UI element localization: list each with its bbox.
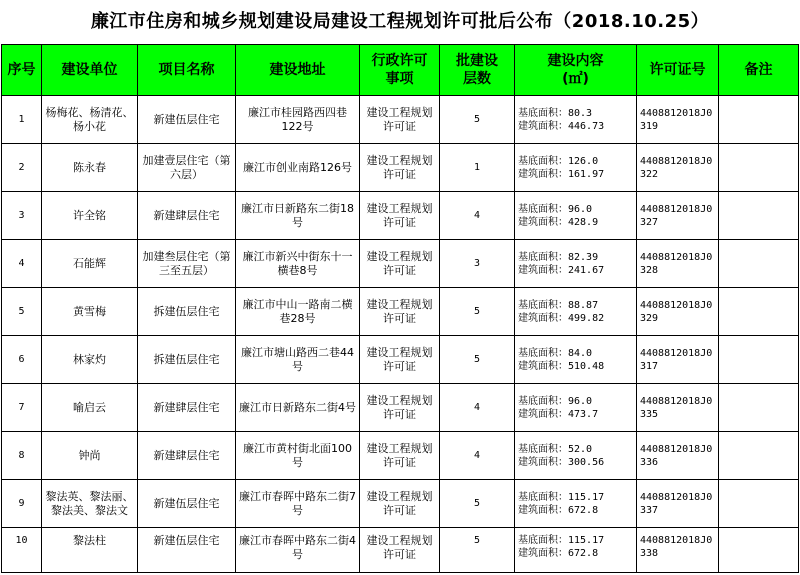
cell-content xyxy=(515,192,637,240)
cell-remark xyxy=(719,528,799,573)
cell-content xyxy=(515,480,637,528)
cell-remark xyxy=(719,144,799,192)
table-row xyxy=(2,480,799,528)
cell-address: 廉江市创业南路126号 xyxy=(236,144,360,192)
cell-content xyxy=(515,96,637,144)
table-row xyxy=(2,336,799,384)
cell-unit: 黄雪梅 xyxy=(42,288,138,336)
cell-admin: 建设工程规划许可证 xyxy=(360,336,440,384)
cell-admin: 建设工程规划许可证 xyxy=(360,432,440,480)
table-body xyxy=(2,96,799,573)
cell-remark xyxy=(719,480,799,528)
cell-address: 廉江市黄村街北面100号 xyxy=(236,432,360,480)
cell-seq: 5 xyxy=(2,288,42,336)
cell-base-area: 基底面积：96.0 xyxy=(518,395,593,407)
cell-content xyxy=(515,432,637,480)
table-header xyxy=(2,45,799,96)
table-row xyxy=(2,528,799,573)
header-content-line2: (㎡) xyxy=(562,71,589,87)
cell-floors: 5 xyxy=(440,96,515,144)
cell-base-area: 基底面积：96.0 xyxy=(518,203,593,215)
cell-build-area: 建筑面积：499.82 xyxy=(518,312,605,324)
header-floors-line2: 层数 xyxy=(463,71,491,87)
page-title: 廉江市住房和城乡规划建设局建设工程规划许可批后公布（2018.10.25） xyxy=(90,11,710,32)
cell-permit: 4408812018J0337 xyxy=(637,480,719,528)
table-row xyxy=(2,384,799,432)
cell-admin: 建设工程规划许可证 xyxy=(360,240,440,288)
cell-build-area: 建筑面积：672.8 xyxy=(518,504,599,516)
header-unit: 建设单位 xyxy=(42,45,138,96)
cell-permit: 4408812018J0338 xyxy=(637,528,719,573)
cell-content xyxy=(515,336,637,384)
cell-seq: 9 xyxy=(2,480,42,528)
cell-unit: 石能辉 xyxy=(42,240,138,288)
cell-unit: 喻启云 xyxy=(42,384,138,432)
cell-base-area: 基底面积：84.0 xyxy=(518,347,593,359)
cell-admin: 建设工程规划许可证 xyxy=(360,384,440,432)
cell-build-area: 建筑面积：510.48 xyxy=(518,360,605,372)
cell-project: 拆建伍层住宅 xyxy=(138,288,236,336)
cell-remark xyxy=(719,240,799,288)
cell-seq: 7 xyxy=(2,384,42,432)
cell-admin: 建设工程规划许可证 xyxy=(360,288,440,336)
cell-floors: 1 xyxy=(440,144,515,192)
cell-project: 新建肆层住宅 xyxy=(138,432,236,480)
cell-content xyxy=(515,384,637,432)
cell-base-area: 基底面积：115.17 xyxy=(518,535,605,546)
cell-floors: 5 xyxy=(440,480,515,528)
header-content xyxy=(515,45,637,96)
table-row xyxy=(2,288,799,336)
cell-remark xyxy=(719,96,799,144)
cell-project: 新建伍层住宅 xyxy=(138,96,236,144)
cell-base-area: 基底面积：52.0 xyxy=(518,443,593,455)
cell-floors: 5 xyxy=(440,336,515,384)
cell-build-area: 建筑面积：241.67 xyxy=(518,264,605,276)
table-row xyxy=(2,144,799,192)
cell-seq: 4 xyxy=(2,240,42,288)
cell-build-area: 建筑面积：672.8 xyxy=(518,548,599,559)
cell-unit: 许全铭 xyxy=(42,192,138,240)
cell-floors: 5 xyxy=(440,528,515,573)
cell-permit: 4408812018J0336 xyxy=(637,432,719,480)
cell-remark xyxy=(719,288,799,336)
table-row xyxy=(2,432,799,480)
cell-unit: 杨梅花、杨清花、杨小花 xyxy=(42,96,138,144)
cell-build-area: 建筑面积：446.73 xyxy=(518,120,605,132)
cell-content xyxy=(515,240,637,288)
cell-seq: 8 xyxy=(2,432,42,480)
cell-admin: 建设工程规划许可证 xyxy=(360,144,440,192)
cell-permit: 4408812018J0328 xyxy=(637,240,719,288)
cell-content xyxy=(515,288,637,336)
permit-table xyxy=(1,44,799,573)
cell-project: 新建肆层住宅 xyxy=(138,384,236,432)
cell-base-area: 基底面积：115.17 xyxy=(518,491,605,503)
cell-admin: 建设工程规划许可证 xyxy=(360,96,440,144)
cell-permit: 4408812018J0335 xyxy=(637,384,719,432)
cell-floors: 4 xyxy=(440,384,515,432)
cell-address: 廉江市塘山路西二巷44号 xyxy=(236,336,360,384)
cell-permit: 4408812018J0322 xyxy=(637,144,719,192)
cell-seq: 10 xyxy=(2,528,42,573)
cell-seq: 6 xyxy=(2,336,42,384)
cell-admin: 建设工程规划许可证 xyxy=(360,480,440,528)
cell-floors: 4 xyxy=(440,432,515,480)
header-floors-line1: 批建设 xyxy=(456,53,498,69)
cell-floors: 5 xyxy=(440,288,515,336)
cell-project: 新建肆层住宅 xyxy=(138,192,236,240)
cell-seq: 2 xyxy=(2,144,42,192)
cell-permit: 4408812018J0327 xyxy=(637,192,719,240)
cell-unit: 林家灼 xyxy=(42,336,138,384)
cell-seq: 1 xyxy=(2,96,42,144)
cell-remark xyxy=(719,432,799,480)
header-project: 项目名称 xyxy=(138,45,236,96)
cell-address: 廉江市日新路东二街18号 xyxy=(236,192,360,240)
table-row xyxy=(2,96,799,144)
cell-unit: 黎法柱 xyxy=(42,528,138,573)
cell-address: 廉江市新兴中街东十一横巷8号 xyxy=(236,240,360,288)
cell-address: 廉江市日新路东二街4号 xyxy=(236,384,360,432)
header-permit: 许可证号 xyxy=(637,45,719,96)
cell-project: 拆建伍层住宅 xyxy=(138,336,236,384)
cell-floors: 3 xyxy=(440,240,515,288)
cell-content xyxy=(515,144,637,192)
cell-unit: 黎法英、黎法丽、黎法美、黎法文 xyxy=(42,480,138,528)
cell-project: 加建壹层住宅（第六层） xyxy=(138,144,236,192)
cell-unit: 钟尚 xyxy=(42,432,138,480)
cell-build-area: 建筑面积：473.7 xyxy=(518,408,599,420)
cell-admin: 建设工程规划许可证 xyxy=(360,528,440,573)
cell-seq: 3 xyxy=(2,192,42,240)
cell-address: 廉江市中山一路南二横巷28号 xyxy=(236,288,360,336)
header-floors xyxy=(440,45,515,96)
cell-floors: 4 xyxy=(440,192,515,240)
cell-remark xyxy=(719,384,799,432)
header-admin-line1: 行政许可 xyxy=(371,53,428,69)
table-row xyxy=(2,192,799,240)
cell-permit: 4408812018J0317 xyxy=(637,336,719,384)
header-content-line1: 建设内容 xyxy=(547,53,604,69)
cell-project: 新建伍层住宅 xyxy=(138,480,236,528)
cell-remark xyxy=(719,192,799,240)
cell-base-area: 基底面积：126.0 xyxy=(518,155,599,167)
table-row xyxy=(2,240,799,288)
cell-base-area: 基底面积：88.87 xyxy=(518,299,599,311)
cell-base-area: 基底面积：80.3 xyxy=(518,107,593,119)
header-address: 建设地址 xyxy=(236,45,360,96)
cell-remark xyxy=(719,336,799,384)
cell-build-area: 建筑面积：300.56 xyxy=(518,456,605,468)
cell-address: 廉江市春晖中路东二街7号 xyxy=(236,480,360,528)
cell-base-area: 基底面积：82.39 xyxy=(518,251,599,263)
cell-address: 廉江市春晖中路东二街4号 xyxy=(236,528,360,573)
cell-project: 新建伍层住宅 xyxy=(138,528,236,573)
header-remark: 备注 xyxy=(719,45,799,96)
cell-permit: 4408812018J0329 xyxy=(637,288,719,336)
cell-content xyxy=(515,528,637,573)
cell-build-area: 建筑面积：161.97 xyxy=(518,168,605,180)
cell-unit: 陈永春 xyxy=(42,144,138,192)
cell-admin: 建设工程规划许可证 xyxy=(360,192,440,240)
header-admin xyxy=(360,45,440,96)
cell-address: 廉江市桂园路西四巷122号 xyxy=(236,96,360,144)
header-admin-line2: 事项 xyxy=(385,71,414,87)
header-seq: 序号 xyxy=(2,45,42,96)
cell-build-area: 建筑面积：428.9 xyxy=(518,216,599,228)
cell-project: 加建叁层住宅（第三至五层） xyxy=(138,240,236,288)
cell-permit: 4408812018J0319 xyxy=(637,96,719,144)
